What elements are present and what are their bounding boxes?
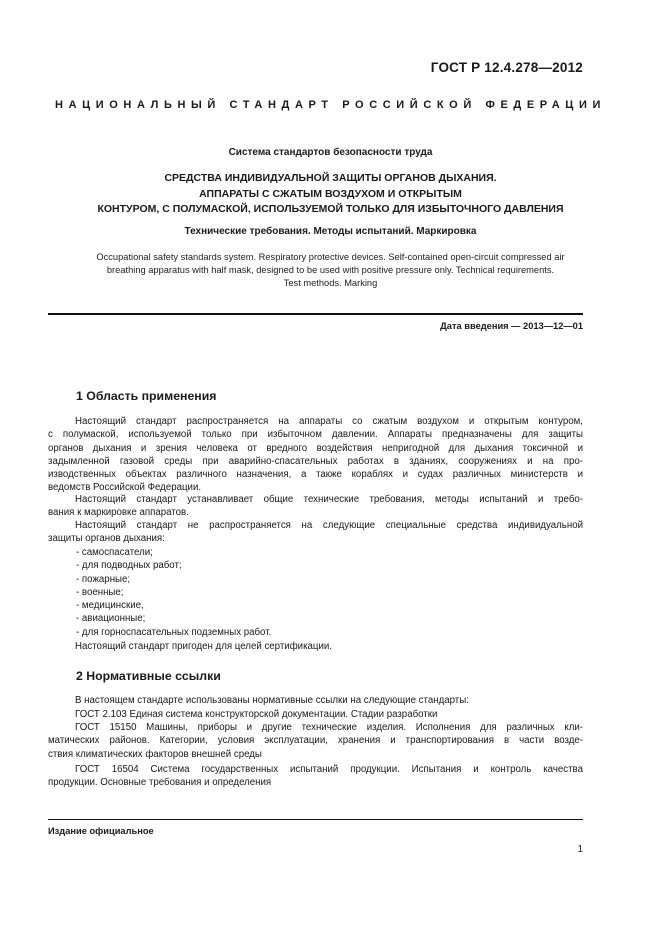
text-line: ГОСТ 16504 Система государственных испытаний продукции. Испытания и контроль качества bbox=[75, 764, 583, 775]
list-item: - военные; bbox=[76, 586, 124, 598]
official-edition-label: Издание официальное bbox=[48, 826, 154, 836]
section-1-heading: 1 Область применения bbox=[76, 389, 217, 403]
text-line: Настоящий стандарт не распространяется на следующие специальные средства индивидуальной bbox=[75, 520, 583, 531]
list-item: - авиационные; bbox=[76, 613, 146, 625]
text-line: ведомств Российской Федерации. bbox=[48, 482, 202, 494]
page-number: 1 bbox=[577, 844, 583, 855]
document-title bbox=[30, 171, 631, 218]
section-1-paragraph-2 bbox=[48, 493, 583, 520]
section-1-paragraph-3 bbox=[48, 519, 583, 546]
gost-code: ГОСТ Р 12.4.278—2012 bbox=[430, 60, 583, 75]
english-title bbox=[40, 251, 621, 290]
title-line: АППАРАТЫ С СЖАТЫМ ВОЗДУХОМ И ОТКРЫТЫМ bbox=[199, 187, 462, 200]
section-1-paragraph-1 bbox=[48, 415, 583, 495]
section-2-heading: 2 Нормативные ссылки bbox=[76, 669, 221, 683]
text-line: органов дыхания и зрения человека от вредного воздействия непригодной для дыхания токсичной и bbox=[48, 442, 583, 454]
text-line: Настоящий стандарт распространяется на аппараты со сжатым воздухом и открытым контуром, bbox=[75, 416, 583, 427]
standards-system-label: Система стандартов безопасности труда bbox=[228, 147, 433, 158]
document-subtitle: Технические требования. Методы испытаний. Маркировка bbox=[184, 226, 477, 237]
text-line: продукции. Основные требования и определения bbox=[48, 777, 272, 789]
english-title-line: breathing apparatus with half mask, designed to be used with positive pressure only. Technical requirements. bbox=[106, 265, 555, 275]
list-item: - самоспасатели; bbox=[76, 547, 153, 558]
section-1-paragraph-4 bbox=[48, 640, 583, 653]
text-line: Настоящий стандарт устанавливает общие технические требования, методы испытаний и требо- bbox=[75, 494, 583, 505]
reference-gost-16504 bbox=[48, 763, 583, 790]
text-line: задымленной газовой среды при аварийно-спасательных работах в зданиях, сооружениях и на про- bbox=[48, 455, 583, 467]
text-line: матических районов. Категории, условия эксплуатации, хранения и транспортирования в части возде- bbox=[48, 735, 583, 747]
section-2-intro bbox=[48, 694, 583, 707]
text-line: с полумаской, используемой только при избыточном давлении. Аппараты предназначены для защиты bbox=[48, 429, 583, 441]
english-title-line: Test methods. Marking bbox=[283, 278, 378, 288]
english-title-line: Occupational safety standards system. Respiratory protective devices. Self-contained open-circuit compressed air bbox=[96, 252, 565, 262]
list-item: - медицинские, bbox=[76, 600, 144, 612]
excluded-devices-list bbox=[48, 546, 583, 639]
footer-divider bbox=[48, 819, 583, 820]
title-line: СРЕДСТВА ИНДИВИДУАЛЬНОЙ ЗАЩИТЫ ОРГАНОВ ДЫХАНИЯ. bbox=[164, 172, 497, 184]
text-line: защиты органов дыхания: bbox=[48, 533, 165, 545]
text-line: ГОСТ 15150 Машины, приборы и другие технические изделия. Исполнения для различных кли- bbox=[75, 722, 583, 733]
list-item: - для подводных работ; bbox=[76, 560, 182, 572]
header-divider bbox=[48, 313, 583, 315]
reference-gost-15150 bbox=[48, 721, 583, 761]
text-line: ГОСТ 2.103 Единая система конструкторской документации. Стадии разработки bbox=[75, 709, 438, 720]
text-line: вания к маркировке аппаратов. bbox=[48, 507, 189, 519]
text-line: В настоящем стандарте использованы нормативные ссылки на следующие стандарты: bbox=[75, 695, 469, 706]
list-item: - пожарные; bbox=[76, 573, 131, 585]
text-line: изводственных объектах различного назначения, а также кораблях и судах различных министерств и bbox=[48, 469, 583, 481]
reference-gost-2-103 bbox=[48, 708, 583, 721]
text-line: Настоящий стандарт пригоден для целей сертификации. bbox=[75, 641, 332, 652]
national-standard-banner: НАЦИОНАЛЬНЫЙ СТАНДАРТ РОССИЙСКОЙ ФЕДЕРАЦИИ bbox=[55, 99, 606, 111]
text-line: ствия климатических факторов внешней среды bbox=[48, 748, 262, 760]
introduction-date: Дата введения — 2013—12—01 bbox=[440, 321, 583, 331]
title-line: КОНТУРОМ, С ПОЛУМАСКОЙ, ИСПОЛЬЗУЕМОЙ ТОЛЬКО ДЛЯ ИЗБЫТОЧНОГО ДАВЛЕНИЯ bbox=[97, 203, 564, 215]
list-item: - для горноспасательных подземных работ. bbox=[76, 626, 272, 638]
